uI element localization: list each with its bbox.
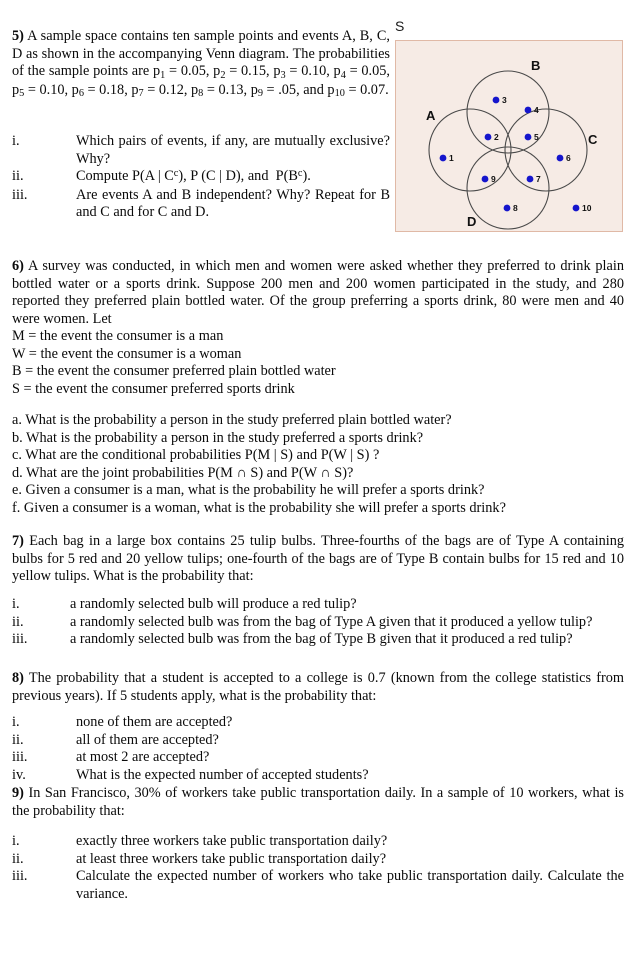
venn-point-dot xyxy=(485,134,492,141)
list-item-text: a randomly selected bulb will produce a red tulip? xyxy=(70,596,357,612)
question-6-definitions xyxy=(12,328,624,398)
question-8-body: The probability that a student is accepted to a college is 0.7 (known from the college statistics from previous years). If 5 students apply, what is the probability that: xyxy=(12,670,624,704)
question-8-number: 8) xyxy=(12,670,24,686)
list-item xyxy=(12,851,624,869)
venn-point-dot xyxy=(493,97,500,104)
list-item-numeral: ii. xyxy=(12,850,24,867)
venn-point-dot xyxy=(504,205,511,212)
definition-item: M = the event the consumer is a man xyxy=(12,328,224,344)
venn-label-d: D xyxy=(467,214,477,229)
list-item xyxy=(12,833,624,851)
list-item-text: none of them are accepted? xyxy=(76,714,233,730)
list-item xyxy=(12,767,624,785)
list-item xyxy=(12,714,624,732)
venn-point-label: 6 xyxy=(566,153,571,163)
list-item-text: at least three workers take public transportation daily? xyxy=(76,850,387,867)
question-8-subitems xyxy=(12,714,624,784)
list-item: e. Given a consumer is a man, what is the probability he will prefer a sports drink? xyxy=(12,482,485,499)
question-5-probabilities: $p_1 = 0.05$, $p_2 = 0.15$, $p_3 = 0.10$, $p_4 = 0.05$, $p_5 = 0.10$, $p_6 = 0.18$, $p_7 = 0.12$, $p_8 = 0.13$, $p_9 = .05$, and $p_{10} = 0.07$. xyxy=(12,63,391,100)
venn-point-label: 5 xyxy=(534,132,539,142)
list-item-numeral: iii. xyxy=(12,186,28,203)
venn-diagram-figure xyxy=(391,20,627,235)
venn-point-label: 1 xyxy=(449,153,454,163)
question-9-subitems xyxy=(12,833,624,903)
list-item-numeral: i. xyxy=(12,133,20,149)
list-item-numeral: iii. xyxy=(12,749,28,766)
list-item xyxy=(12,133,390,168)
list-item-text: Compute P(A | $C^c$), P (C | D), and $P(B^c)$. xyxy=(76,167,311,185)
question-9-body: In San Francisco, 30% of workers take public transportation daily. In a sample of 10 workers, what is the probability that: xyxy=(12,785,624,819)
list-item-text: Are events A and B independent? Why? Repeat for B and C and for C and D. xyxy=(76,186,390,221)
question-5-number: 5) xyxy=(12,28,24,44)
question-7-subitems xyxy=(12,596,624,649)
venn-point-dot xyxy=(573,205,580,212)
question-9-number: 9) xyxy=(12,785,24,801)
venn-point-dot xyxy=(482,176,489,183)
list-item xyxy=(12,596,624,614)
definition-item: B = the event the consumer preferred plain bottled water xyxy=(12,363,336,380)
venn-point-label: 3 xyxy=(502,95,507,105)
list-item: b. What is the probability a person in the study preferred a sports drink? xyxy=(12,429,424,446)
question-7 xyxy=(12,533,624,586)
venn-label-a: A xyxy=(426,108,436,123)
definition-item: W = the event the consumer is a woman xyxy=(12,345,242,362)
question-7-text xyxy=(12,533,624,586)
venn-point-label: 9 xyxy=(491,174,496,184)
question-6 xyxy=(12,258,624,328)
venn-circle-a xyxy=(429,109,511,191)
venn-point-dot xyxy=(557,155,564,162)
question-7-body: Each bag in a large box contains 25 tulip bulbs. Three-fourths of the bags are of Type A containing bulbs for 5 red and 20 yellow tulips; one-fourth of the bags are of Type B contain bulbs for 15 red and 10 yellow tulips. What is the probability that: xyxy=(12,533,624,585)
list-item-text: at most 2 are accepted? xyxy=(76,749,210,766)
venn-universe-label: S xyxy=(395,18,405,34)
list-item-numeral: i. xyxy=(12,596,20,612)
list-item: a. What is the probability a person in the study preferred plain bottled water? xyxy=(12,412,452,428)
question-8 xyxy=(12,670,624,705)
venn-point-label: 8 xyxy=(513,203,518,213)
venn-diagram-svg xyxy=(395,40,623,232)
venn-point-label: 2 xyxy=(494,132,499,142)
list-item-text: Which pairs of events, if any, are mutually exclusive? Why? xyxy=(76,133,390,167)
list-item-numeral: i. xyxy=(12,714,20,730)
list-item-numeral: ii. xyxy=(12,613,24,630)
question-8-text xyxy=(12,670,624,705)
question-5 xyxy=(12,28,390,100)
list-item-text: exactly three workers take public transportation daily? xyxy=(76,833,388,849)
list-item-text: all of them are accepted? xyxy=(76,731,219,748)
question-6-number: 6) xyxy=(12,258,24,274)
venn-point-dot xyxy=(527,176,534,183)
list-item-text: Calculate the expected number of workers who take public transportation daily. Calculate the variance. xyxy=(76,868,624,902)
list-item-numeral: ii. xyxy=(12,168,24,185)
question-9 xyxy=(12,785,624,820)
list-item xyxy=(12,631,624,649)
question-5-subitems xyxy=(12,133,390,222)
list-item-text: a randomly selected bulb was from the bag of Type B given that it produced a red tulip? xyxy=(70,631,573,648)
list-item-numeral: ii. xyxy=(12,731,24,748)
list-item: f. Given a consumer is a woman, what is the probability she will prefer a sports drink? xyxy=(12,499,506,516)
list-item xyxy=(12,868,624,903)
list-item xyxy=(12,749,624,767)
list-item xyxy=(12,187,390,222)
list-item-text: a randomly selected bulb was from the bag of Type A given that it produced a yellow tulip? xyxy=(70,613,593,630)
venn-point-dot xyxy=(525,107,532,114)
venn-point-dot xyxy=(440,155,447,162)
question-5-text xyxy=(12,28,390,100)
question-6-subitems xyxy=(12,412,624,518)
venn-circle-c xyxy=(505,109,587,191)
venn-label-c: C xyxy=(588,132,598,147)
venn-point-label: 10 xyxy=(582,203,592,213)
list-item-numeral: iii. xyxy=(12,868,28,885)
definition-item: S = the event the consumer preferred sports drink xyxy=(12,380,295,397)
question-6-body: A survey was conducted, in which men and women were asked whether they preferred to drink plain bottled water or a sports drink. Suppose 200 men and 200 women participated in the study, and 280 reported they preferred plain bottled water. Of the group preferring a sports drink, 80 were men and 40 were women. Let xyxy=(12,258,624,327)
venn-label-b: B xyxy=(531,58,541,73)
list-item-numeral: iii. xyxy=(12,631,28,648)
list-item-text: What is the expected number of accepted students? xyxy=(76,766,369,783)
list-item xyxy=(12,732,624,750)
question-6-text xyxy=(12,258,624,328)
list-item-numeral: i. xyxy=(12,833,20,849)
question-7-number: 7) xyxy=(12,533,24,549)
venn-point-label: 4 xyxy=(534,105,539,115)
list-item-numeral: iv. xyxy=(12,766,26,783)
list-item: c. What are the conditional probabilities P(M | S) and P(W | S) ? xyxy=(12,447,380,464)
list-item xyxy=(12,168,390,187)
venn-point-label: 7 xyxy=(536,174,541,184)
list-item: d. What are the joint probabilities P(M ∩ S) and P(W ∩ S)? xyxy=(12,464,354,481)
question-5-body: A sample space contains ten sample points and events A, B, C, D as shown in the accompanying Venn diagram. The probabilities of the sample points are xyxy=(12,28,390,80)
list-item xyxy=(12,614,624,632)
venn-point-dot xyxy=(525,134,532,141)
question-9-text xyxy=(12,785,624,820)
venn-circle-d xyxy=(467,147,549,229)
